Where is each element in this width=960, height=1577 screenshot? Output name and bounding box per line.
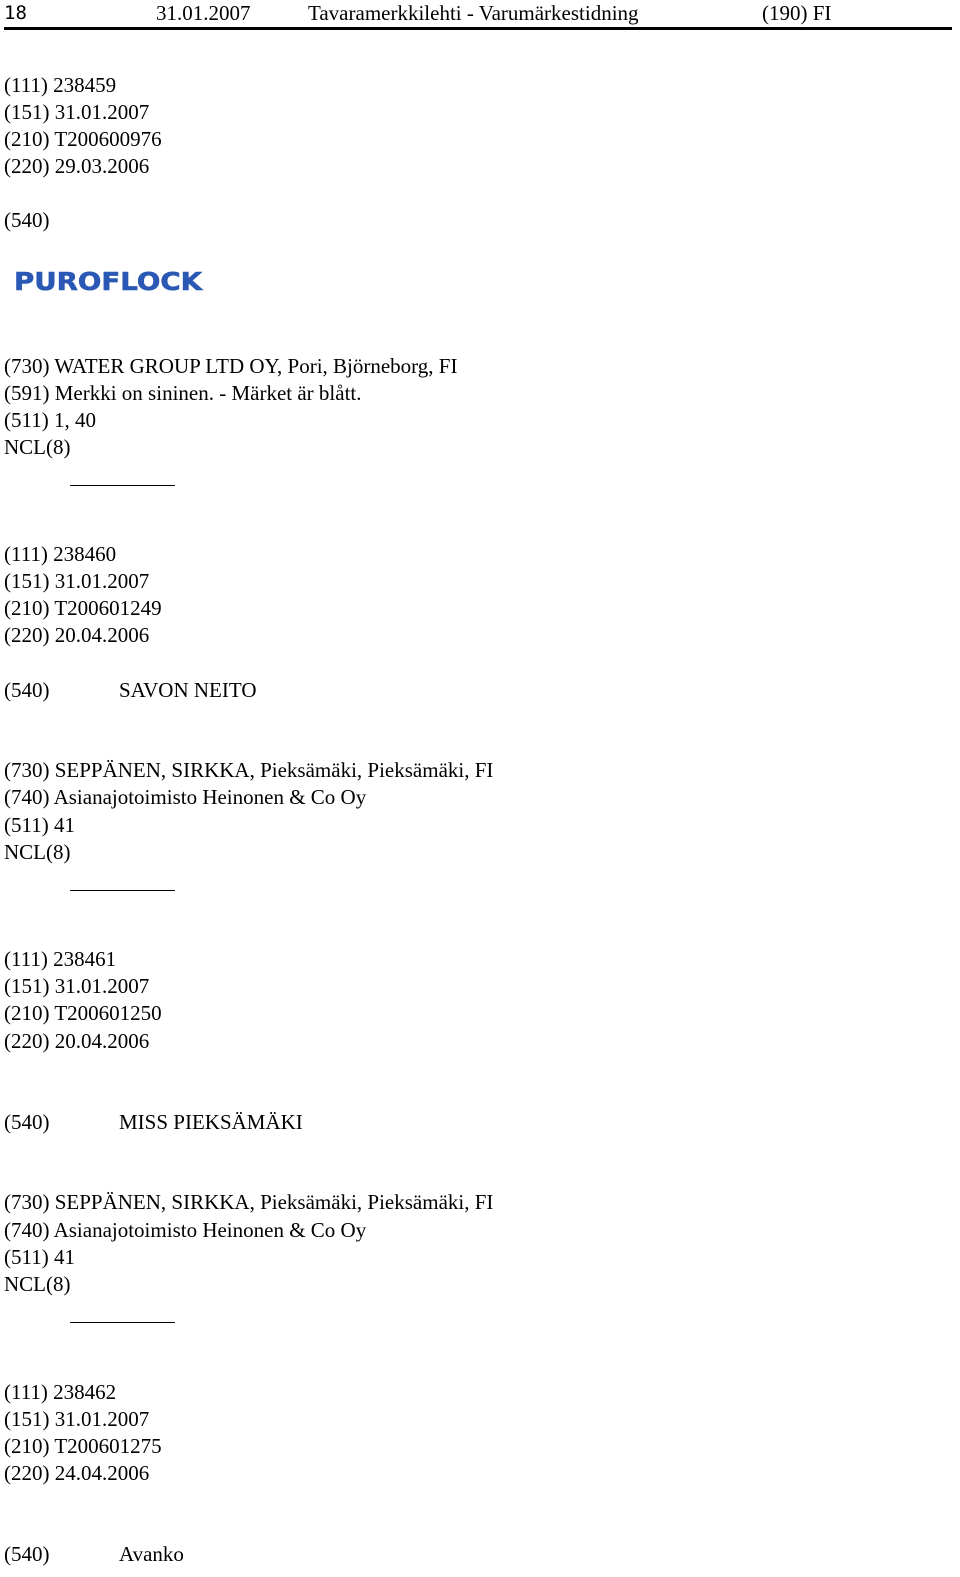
field-220: (220) 29.03.2006 [4, 154, 150, 178]
field-540-row [4, 1109, 404, 1136]
trademark-logo-puroflock [14, 266, 214, 298]
field-111: (111) 238462 [4, 1380, 117, 1404]
page-number: 18 [4, 2, 27, 24]
field-220: (220) 20.04.2006 [4, 623, 150, 647]
header-code: (190) FI [762, 1, 832, 25]
field-151: (151) 31.01.2007 [4, 569, 150, 593]
field-730: (730) WATER GROUP LTD OY, Pori, Björneborg, FI [4, 354, 458, 378]
field-ncl: NCL(8) [4, 840, 71, 864]
header-title: Tavaramerkkilehti - Varumärkestidning [308, 1, 639, 25]
field-540: (540) [4, 208, 50, 232]
field-540-row [4, 677, 404, 704]
field-540: (540) [4, 1542, 50, 1566]
field-740: (740) Asianajotoimisto Heinonen & Co Oy [4, 785, 367, 809]
field-730: (730) SEPPÄNEN, SIRKKA, Pieksämäki, Pieksämäki, FI [4, 1190, 494, 1214]
field-151: (151) 31.01.2007 [4, 974, 150, 998]
field-210: (210) T200601275 [4, 1434, 162, 1458]
field-220: (220) 20.04.2006 [4, 1029, 150, 1053]
field-ncl: NCL(8) [4, 1272, 71, 1296]
field-111: (111) 238461 [4, 947, 117, 971]
field-740: (740) Asianajotoimisto Heinonen & Co Oy [4, 1218, 367, 1242]
page-header [4, 0, 952, 30]
svg-text:PUROFLOCK: PUROFLOCK [14, 267, 204, 296]
field-511: (511) 1, 40 [4, 408, 96, 432]
field-111: (111) 238460 [4, 542, 117, 566]
field-151: (151) 31.01.2007 [4, 100, 150, 124]
field-ncl: NCL(8) [4, 435, 71, 459]
trademark-text: Avanko [119, 1542, 184, 1566]
entry-separator [70, 890, 175, 891]
field-210: (210) T200600976 [4, 127, 162, 151]
trademark-text: MISS PIEKSÄMÄKI [119, 1110, 303, 1134]
field-591: (591) Merkki on sininen. - Märket är blått. [4, 381, 362, 405]
entry-separator [70, 1322, 175, 1323]
field-730: (730) SEPPÄNEN, SIRKKA, Pieksämäki, Pieksämäki, FI [4, 758, 494, 782]
field-511: (511) 41 [4, 813, 75, 837]
field-540: (540) [4, 1110, 50, 1134]
field-210: (210) T200601250 [4, 1001, 162, 1025]
header-date: 31.01.2007 [156, 1, 251, 25]
field-511: (511) 41 [4, 1245, 75, 1269]
field-111: (111) 238459 [4, 73, 117, 97]
field-540-row [4, 1541, 404, 1568]
trademark-text: SAVON NEITO [119, 678, 257, 702]
field-210: (210) T200601249 [4, 596, 162, 620]
field-540: (540) [4, 678, 50, 702]
field-220: (220) 24.04.2006 [4, 1461, 150, 1485]
entry-separator [70, 485, 175, 486]
field-151: (151) 31.01.2007 [4, 1407, 150, 1431]
